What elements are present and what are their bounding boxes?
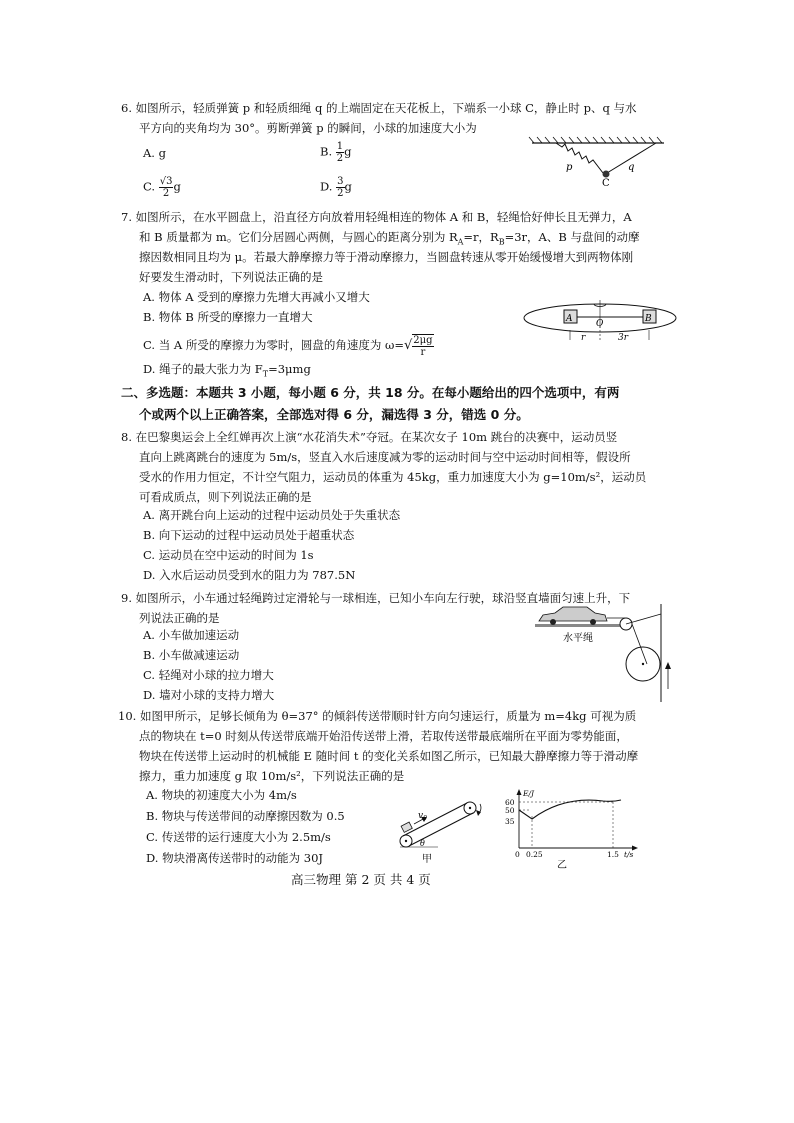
q7-option-a: A. 物体 A 受到的摩擦力先增大再减小又增大 bbox=[143, 290, 370, 304]
q8-line1: 8. 在巴黎奥运会上全红婵再次上演“水花消失术”夺冠。在某次女子 10m 跳台的决赛中，运动员竖 bbox=[121, 430, 618, 444]
q6-option-c-fraction: $\frac{√3}{2}$ bbox=[159, 176, 173, 199]
q9-option-b: B. 小车做减速运动 bbox=[143, 648, 240, 662]
q7-fig-label-o: O bbox=[596, 319, 604, 329]
q6-option-d: D. $\frac{3}{2}$ g bbox=[320, 176, 352, 199]
q6-option-d-fraction: $\frac{3}{2}$ bbox=[337, 176, 344, 199]
q6-line2: 平方向的夹角均为 30°。剪断弹簧 p 的瞬间，小球的加速度大小为 bbox=[139, 121, 477, 135]
q10-fig-jia-v0: $v_0$ bbox=[418, 811, 427, 822]
q10-line2: 点的物块在 t=0 时刻从传送带底端开始沿传送带上滑，若取传送带最底端所在平面为零势能面， bbox=[139, 729, 628, 743]
q10-fig-yi-y35: 35 bbox=[505, 817, 515, 826]
q7-figure-turntable bbox=[520, 300, 680, 345]
q8-option-a: A. 离开跳台向上运动的过程中运动员处于失重状态 bbox=[143, 508, 401, 522]
q9-option-d: D. 墙对小球的支持力增大 bbox=[143, 688, 275, 702]
q9-figure-car-pulley bbox=[535, 604, 675, 702]
q8-option-c: C. 运动员在空中运动的时间为 1s bbox=[143, 548, 314, 562]
q6-option-a: A. g bbox=[143, 146, 166, 160]
q8-line3: 受水的作用力恒定，不计空气阻力，运动员的体重为 45kg，重力加速度大小为 g=10m/s²，运动员 bbox=[139, 470, 647, 484]
q10-figure-jia-conveyor bbox=[392, 796, 492, 866]
q10-option-b: B. 物块与传送带间的动摩擦因数为 0.5 bbox=[146, 809, 345, 823]
q10-fig-yi-x0: 0 bbox=[515, 850, 520, 859]
q6-fig-label-p: p bbox=[566, 162, 573, 173]
q9-line1: 9. 如图所示，小车通过轻绳跨过定滑轮与一球相连，已知小车向左行驶，球沿竖直墙面匀速上升，下 bbox=[121, 591, 631, 605]
q10-fig-yi-caption: 乙 bbox=[557, 860, 567, 871]
q10-option-a: A. 物块的初速度大小为 4m/s bbox=[146, 788, 297, 802]
q7-option-d: D. 绳子的最大张力为 $F_T=3\mu mg$ bbox=[143, 362, 311, 379]
q6-option-c: C. $\frac{√3}{2}$ g bbox=[143, 176, 181, 199]
q10-option-c: C. 传送带的运行速度大小为 2.5m/s bbox=[146, 830, 331, 844]
q10-figure-yi-graph bbox=[503, 786, 643, 872]
q10-fig-yi-y60: 60 bbox=[505, 798, 515, 807]
q7-line1: 7. 如图所示，在水平圆盘上，沿直径方向放着用轻绳相连的物体 A 和 B，轻绳恰好伸长且无弹力，A bbox=[121, 210, 632, 224]
q7-option-c: C. 当 A 所受的摩擦力为零时，圆盘的角速度为 ω=√ $\frac{2\mu g}{r}$ bbox=[143, 335, 433, 358]
q10-line1: 10. 如图甲所示，足够长倾角为 θ=37° 的倾斜传送带顺时针方向匀速运行，质量为 m=4kg 可视为质 bbox=[118, 709, 637, 723]
q9-option-c: C. 轻绳对小球的拉力增大 bbox=[143, 668, 274, 682]
q7-option-c-fraction: $\frac{2\mu g}{r}$ bbox=[413, 335, 433, 358]
q9-option-a: A. 小车做加速运动 bbox=[143, 628, 240, 642]
q6-line1: 6. 如图所示，轻质弹簧 p 和轻质细绳 q 的上端固定在天花板上，下端系一小球 C，静止时 p、q 与水 bbox=[121, 101, 637, 115]
q9-line2: 列说法正确的是 bbox=[139, 611, 220, 625]
q9-fig-label-rope: 水平绳 bbox=[563, 633, 593, 644]
q10-fig-jia-theta: θ bbox=[420, 839, 425, 848]
q10-option-d: D. 物块滑离传送带时的动能为 30J bbox=[146, 851, 324, 865]
q6-option-b: B. $\frac{1}{2}$ g bbox=[320, 141, 352, 164]
q7-line2: 和 B 质量都为 m。它们分居圆心两侧，与圆心的距离分别为 $R_A=r$，$R_B=3r$，A、B 与盘间的动摩 bbox=[139, 230, 640, 247]
q6-fig-label-c: C bbox=[602, 178, 610, 187]
q8-line2: 直向上跳离跳台的速度为 5m/s，竖直入水后速度减为零的运动时间与空中运动时间相等，假设所 bbox=[139, 450, 631, 464]
q10-line4: 擦力，重力加速度 g 取 10m/s²，下列说法正确的是 bbox=[139, 769, 405, 783]
q7-line3: 擦因数相同且均为 μ。若最大静摩擦力等于滑动摩擦力，当圆盘转速从零开始缓慢增大到两物体刚 bbox=[139, 250, 634, 264]
q7-fig-label-r: r bbox=[581, 333, 586, 343]
q6-option-b-fraction: $\frac{1}{2}$ bbox=[336, 141, 344, 164]
q10-fig-yi-xlabel: t/s bbox=[624, 850, 634, 859]
q7-fig-label-3r: 3r bbox=[618, 333, 629, 343]
q10-fig-yi-ylabel: E/J bbox=[523, 789, 535, 798]
q7-fig-label-a: A bbox=[566, 314, 573, 324]
q6-fig-label-q: q bbox=[628, 162, 635, 173]
page-footer: 高三物理 第 2 页 共 4 页 bbox=[291, 872, 431, 887]
q8-line4: 可看成质点，则下列说法正确的是 bbox=[139, 490, 312, 504]
section-2-heading-line2: 个或两个以上正确答案，全部选对得 6 分，漏选得 3 分，错选 0 分。 bbox=[139, 407, 529, 422]
q10-line3: 物块在传送带上运动时的机械能 E 随时间 t 的变化关系如图乙所示，已知最大静摩擦力等于滑动摩 bbox=[139, 749, 639, 763]
q10-fig-yi-x025: 0.25 bbox=[526, 850, 543, 859]
section-2-heading-line1: 二、多选题：本题共 3 小题，每小题 6 分，共 18 分。在每小题给出的四个选项中，有两 bbox=[121, 385, 620, 400]
q7-option-b: B. 物体 B 所受的摩擦力一直增大 bbox=[143, 310, 313, 324]
q8-option-d: D. 入水后运动员受到水的阻力为 787.5N bbox=[143, 568, 356, 582]
q10-fig-jia-caption: 甲 bbox=[422, 854, 432, 865]
q7-fig-label-b: B bbox=[645, 314, 652, 324]
q10-fig-yi-y50: 50 bbox=[505, 806, 515, 815]
q6-figure-spring-rope bbox=[528, 135, 668, 187]
q8-option-b: B. 向下运动的过程中运动员处于超重状态 bbox=[143, 528, 355, 542]
q10-fig-yi-x15: 1.5 bbox=[607, 850, 619, 859]
q7-line4: 好要发生滑动时，下列说法正确的是 bbox=[139, 270, 323, 284]
